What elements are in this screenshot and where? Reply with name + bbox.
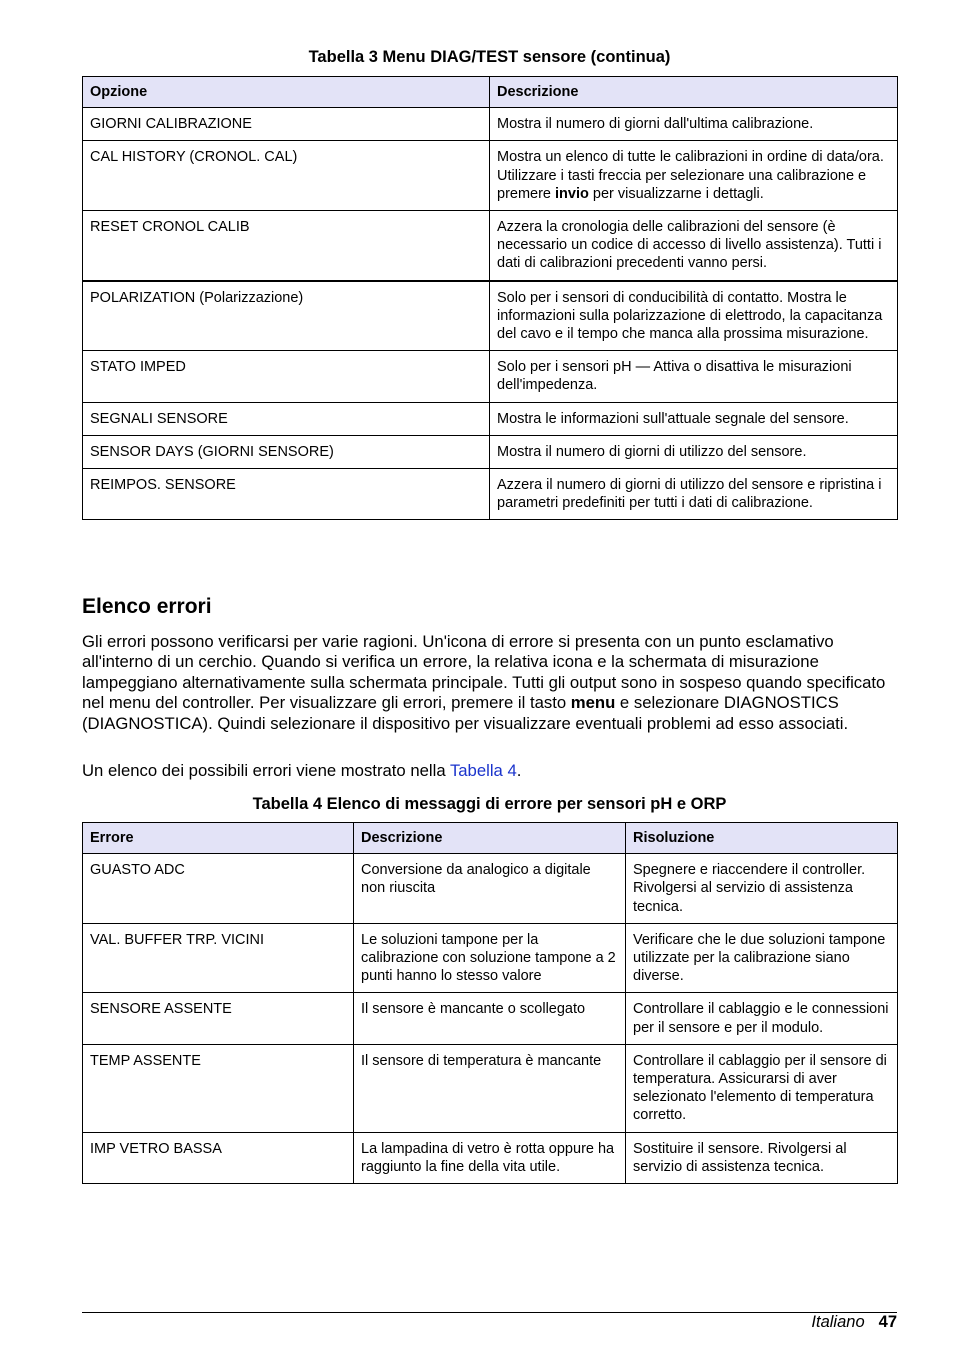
table-reference-paragraph xyxy=(82,761,897,781)
table4-link[interactable]: Tabella 4 xyxy=(449,761,517,780)
table3-header-row xyxy=(83,77,898,108)
table3 xyxy=(82,76,898,520)
description-cell: Mostra le informazioni sull'attuale segnale del sensore. xyxy=(490,402,898,435)
footer-divider xyxy=(82,1312,897,1313)
table-row xyxy=(83,351,898,402)
paragraph-text: e selezionare DIAGNOSTICS (DIAGNOSTICA). Quindi selezionare il dispositivo per visualizzare eventuali problemi ad esso associati. xyxy=(82,693,849,733)
option-cell: POLARIZATION (Polarizzazione) xyxy=(83,281,490,351)
description-cell: Mostra il numero di giorni di utilizzo del sensore. xyxy=(490,435,898,468)
table-row xyxy=(83,141,898,211)
error-cell: GUASTO ADC xyxy=(83,854,354,924)
description-cell: Il sensore è mancante o scollegato xyxy=(354,993,626,1044)
resolution-cell: Controllare il cablaggio per il sensore di temperatura. Assicurarsi di aver selezionato l'elemento di temperatura corretto. xyxy=(626,1044,898,1132)
description-text: Mostra un elenco di tutte le calibrazioni in ordine di data/ora. Utilizzare i tasti freccia per selezionare una calibrazione e premere xyxy=(497,149,884,202)
footer-language: Italiano xyxy=(811,1313,865,1331)
table3-header-option: Opzione xyxy=(83,77,490,108)
resolution-cell: Controllare il cablaggio e le connessioni per il sensore e per il modulo. xyxy=(626,993,898,1044)
error-cell: VAL. BUFFER TRP. VICINI xyxy=(83,923,354,993)
option-cell: STATO IMPED xyxy=(83,351,490,402)
paragraph-text: Un elenco dei possibili errori viene mostrato nella xyxy=(82,761,450,780)
table4-header-resolution: Risoluzione xyxy=(626,823,898,854)
table-row xyxy=(83,108,898,141)
option-cell: RESET CRONOL CALIB xyxy=(83,211,490,281)
description-cell: La lampadina di vetro è rotta oppure ha raggiunto la fine della vita utile. xyxy=(354,1132,626,1183)
menu-key-label: menu xyxy=(570,693,616,713)
table-row xyxy=(83,281,898,351)
page-footer xyxy=(811,1312,897,1332)
error-cell: IMP VETRO BASSA xyxy=(83,1132,354,1183)
table-row xyxy=(83,469,898,520)
section-title: Elenco errori xyxy=(82,595,212,618)
table-row xyxy=(83,402,898,435)
table-row xyxy=(83,993,898,1044)
table4-caption: Tabella 4 Elenco di messaggi di errore per sensori pH e ORP xyxy=(252,795,727,813)
resolution-cell: Sostituire il sensore. Rivolgersi al servizio di assistenza tecnica. xyxy=(626,1132,898,1183)
description-text: per visualizzarne i dettagli. xyxy=(588,185,764,202)
description-cell: Il sensore di temperatura è mancante xyxy=(354,1044,626,1132)
option-cell: SENSOR DAYS (GIORNI SENSORE) xyxy=(83,435,490,468)
option-cell: CAL HISTORY (CRONOL. CAL) xyxy=(83,141,490,211)
table3-caption: Tabella 3 Menu DIAG/TEST sensore (continua) xyxy=(308,48,671,66)
resolution-cell: Spegnere e riaccendere il controller. Rivolgersi al servizio di assistenza tecnica. xyxy=(626,854,898,924)
description-cell: Azzera la cronologia delle calibrazioni del sensore (è necessario un codice di accesso di livello assistenza). Tutti i dati di calibrazioni precedenti vanno persi. xyxy=(490,211,898,281)
table-row xyxy=(83,435,898,468)
paragraph-text: Gli errori possono verificarsi per varie ragioni. Un'icona di errore si presenta con un punto esclamativo all'interno di un cerchio. Quando si verifica un errore, la relativa icona e la schermata di misurazione lampeggiano alternativamente sulla schermata principale. Tutti gli output sono in sospeso quando specificato nel menu del controller. Per visualizzare gli errori, premere il tasto xyxy=(82,632,886,713)
table-row xyxy=(83,854,898,924)
table-row xyxy=(83,1132,898,1183)
invio-key-label: invio xyxy=(555,185,589,202)
description-cell xyxy=(490,141,898,211)
table4-header-error: Errore xyxy=(83,823,354,854)
intro-paragraph xyxy=(82,632,897,734)
table4-header-description: Descrizione xyxy=(354,823,626,854)
description-cell: Le soluzioni tampone per la calibrazione con soluzione tampone a 2 punti hanno lo stesso valore xyxy=(354,923,626,993)
table-row xyxy=(83,923,898,993)
option-cell: GIORNI CALIBRAZIONE xyxy=(83,108,490,141)
option-cell: SEGNALI SENSORE xyxy=(83,402,490,435)
paragraph-text: . xyxy=(516,761,522,780)
table-row xyxy=(83,1044,898,1132)
resolution-cell: Verificare che le due soluzioni tampone utilizzate per la calibrazione siano diverse. xyxy=(626,923,898,993)
error-cell: SENSORE ASSENTE xyxy=(83,993,354,1044)
table4-header-row xyxy=(83,823,898,854)
description-cell: Azzera il numero di giorni di utilizzo del sensore e ripristina i parametri predefiniti per tutti i dati di calibrazione. xyxy=(490,469,898,520)
table4 xyxy=(82,822,898,1184)
table-row xyxy=(83,211,898,281)
option-cell: REIMPOS. SENSORE xyxy=(83,469,490,520)
description-cell: Solo per i sensori pH — Attiva o disattiva le misurazioni dell'impedenza. xyxy=(490,351,898,402)
table3-header-description: Descrizione xyxy=(490,77,898,108)
page-number: 47 xyxy=(878,1313,897,1331)
description-cell: Solo per i sensori di conducibilità di contatto. Mostra le informazioni sulla polarizzazione di elettrodo, la capacitanza del cavo e il tempo che manca alla prossima misurazione. xyxy=(490,281,898,351)
description-cell: Conversione da analogico a digitale non riuscita xyxy=(354,854,626,924)
description-cell: Mostra il numero di giorni dall'ultima calibrazione. xyxy=(490,108,898,141)
error-cell: TEMP ASSENTE xyxy=(83,1044,354,1132)
